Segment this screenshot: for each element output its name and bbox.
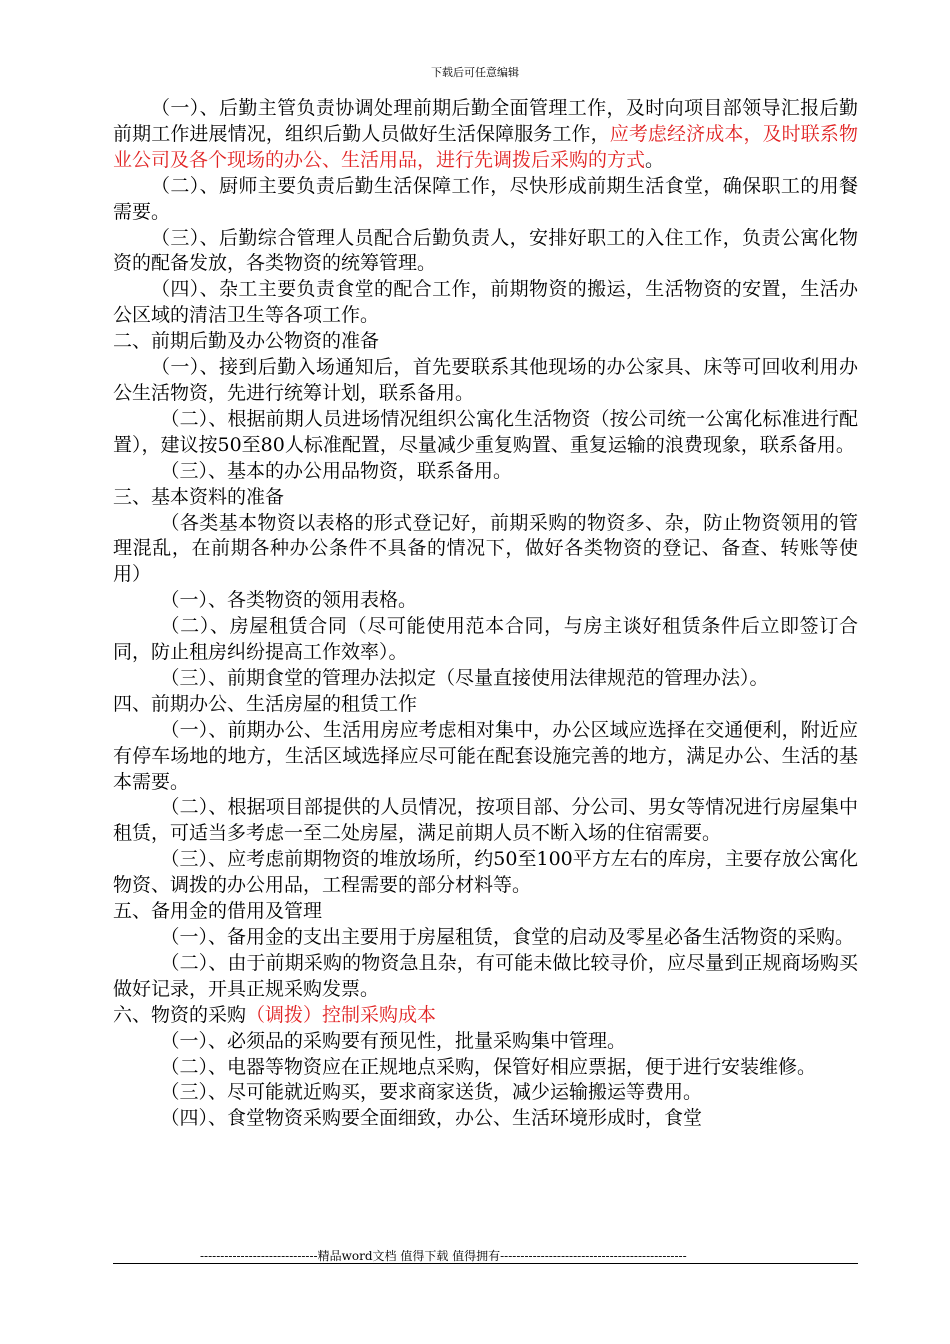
section-heading-6-text: 六、物资的采购 <box>113 1003 247 1026</box>
section-heading-3: 三、基本资料的准备 <box>113 485 285 508</box>
paragraph-1-highlight: 应考虑经济成本，及时联系物业公司及各个现场的办公、生活用品，进行先调拨后采购的方式 <box>113 122 858 171</box>
paragraph-7: （三）、基本的办公用品物资，联系备用。 <box>160 459 513 482</box>
paragraph-4: （四）、杂工主要负责食堂的配合工作，前期物资的搬运，生活物资的安置，生活办公区域的清洁卫生等各项工作。 <box>113 278 858 327</box>
paragraph-19: （三）、尽可能就近购买，要求商家送货，减少运输搬运等费用。 <box>160 1081 703 1104</box>
paragraph-12: （一）、前期办公、生活用房应考虑相对集中，办公区域应选择在交通便利，附近应有停车场地的地方，生活区域选择应尽可能在配套设施完善的地方，满足办公、生活的基本需要。 <box>113 718 858 793</box>
paragraph-13: （二）、根据项目部提供的人员情况，按项目部、分公司、男女等情况进行房屋集中租赁，可适当多考虑一至二处房屋，满足前期人员不断入场的住宿需要。 <box>113 796 858 845</box>
paragraph-11: （三）、前期食堂的管理办法拟定（尽量直接使用法律规范的管理办法）。 <box>160 666 769 689</box>
paragraph-14: （三）、应考虑前期物资的堆放场所，约50至100平方左右的库房，主要存放公寓化物资、调拨的办公用品，工程需要的部分材料等。 <box>113 848 858 897</box>
section-heading-5: 五、备用金的借用及管理 <box>113 900 323 923</box>
section-heading-6 <box>113 1003 858 1029</box>
paragraph-10: （二）、房屋租赁合同（尽可能使用范本合同，与房主谈好租赁条件后立即签订合同，防止租房纠纷提高工作效率）。 <box>113 615 858 664</box>
paragraph-20: （四）、食堂物资采购要全面细致，办公、生活环境形成时，食堂 <box>160 1107 703 1130</box>
paragraph-18: （二）、电器等物资应在正规地点采购，保管好相应票据，便于进行安装维修。 <box>160 1055 817 1078</box>
paragraph-9: （一）、各类物资的领用表格。 <box>160 589 418 612</box>
paragraph-5: （一）、接到后勤入场通知后，首先要联系其他现场的办公家具、床等可回收利用办公生活物资，先进行统筹计划，联系备用。 <box>113 356 858 404</box>
paragraph-1-text: （一）、后勤主管负责协调处理前期后勤全面管理工作，及时向项目部领导汇报后勤前期工作进展情况，组织后勤人员做好生活保障服务工作， <box>113 97 858 145</box>
paragraph-1-end: 。 <box>645 148 665 171</box>
paragraph-2: （二）、厨师主要负责后勤生活保障工作，尽快形成前期生活食堂，确保职工的用餐需要。 <box>113 174 858 223</box>
footer-divider <box>113 1263 858 1264</box>
section-heading-4: 四、前期办公、生活房屋的租赁工作 <box>113 692 418 715</box>
paragraph-8: （各类基本物资以表格的形式登记好，前期采购的物资多、杂，防止物资领用的管理混乱，在前期各种办公条件不具备的情况下，做好各类物资的登记、备查、转账等使用） <box>113 511 858 586</box>
paragraph-1 <box>113 96 858 174</box>
section-heading-2: 二、前期后勤及办公物资的准备 <box>113 330 380 353</box>
paragraph-15: （一）、备用金的支出主要用于房屋租赁，食堂的启动及零星必备生活物资的采购。 <box>160 926 855 948</box>
paragraph-6: （二）、根据前期人员进场情况组织公寓化生活物资（按公司统一公寓化标准进行配置），建议按50至80人标准配置，尽量减少重复购置、重复运输的浪费现象，联系备用。 <box>113 407 858 456</box>
page-footer-note: -----------------------------精品word文档 值得下载 值得拥有---------------------------------------------- <box>200 1249 687 1263</box>
paragraph-16: （二）、由于前期采购的物资急且杂，有可能未做比较寻价，应尽量到正规商场购买做好记录，开具正规采购发票。 <box>113 951 858 1000</box>
page-header-note: 下载后可任意编辑 <box>431 66 519 79</box>
paragraph-17: （一）、必须品的采购要有预见性，批量采购集中管理。 <box>160 1029 627 1052</box>
paragraph-3: （三）、后勤综合管理人员配合后勤负责人，安排好职工的入住工作，负责公寓化物资的配备发放，各类物资的统筹管理。 <box>113 226 858 275</box>
section-heading-6-highlight: （调拨）控制采购成本 <box>246 1003 437 1026</box>
document-body <box>113 96 858 1132</box>
